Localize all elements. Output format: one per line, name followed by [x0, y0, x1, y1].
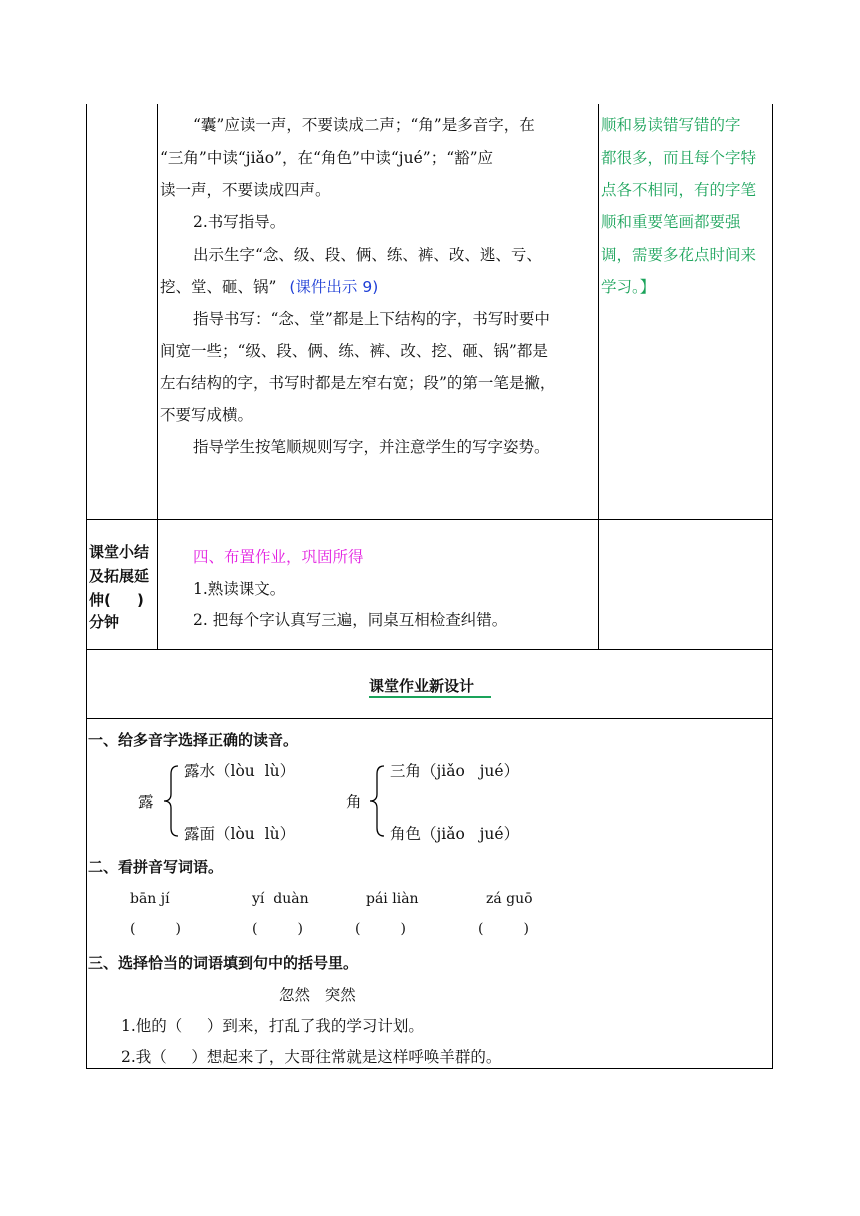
note-line-5: 调，需要多花点时间来 [601, 246, 757, 264]
lesson-line-10: 不要写成横。 [160, 406, 254, 424]
lesson-line-6 [160, 277, 378, 297]
q1-lu-char: 露 [138, 793, 154, 811]
summary-label-3: 伸( ) [89, 591, 144, 609]
lesson-line-8: 间宽一些；“级、段、俩、练、裤、改、挖、砸、锅”都是 [160, 342, 548, 360]
q2-blank-4[interactable]: ( ) [478, 921, 529, 937]
q1-jiao-top: 三角（jiǎo jué） [390, 762, 520, 780]
table-border-bottom [86, 1068, 773, 1069]
note-line-2: 都很多，而且每个字特 [601, 149, 757, 167]
note-line-3: 点各不相同，有的字笔 [601, 181, 757, 199]
summary-item-1: 1.熟读课文。 [193, 580, 286, 598]
lesson-line-3: 读一声，不要读成四声。 [160, 181, 331, 199]
lesson-line-6-text: 挖、堂、砸、锅” [160, 278, 277, 296]
row-divider-3 [86, 718, 773, 719]
q3-options: 忽然 突然 [279, 986, 356, 1004]
q1-title: 一、给多音字选择正确的读音。 [88, 731, 299, 749]
q1-jiao-bottom: 角色（jiǎo jué） [390, 825, 520, 843]
q1-lu-brace [160, 764, 182, 838]
q3-title: 三、选择恰当的词语填到句中的括号里。 [88, 954, 359, 972]
q1-lu-top: 露水（lòu lù） [184, 762, 296, 780]
lesson-line-9: 左右结构的字，书写时都是左窄右宽；段”的第一笔是撇， [160, 374, 556, 392]
q2-pinyin-4: zá guō [486, 891, 533, 907]
lesson-line-2: “三角”中读“jiǎo”，在“角色”中读“jué”；“豁”应 [160, 149, 494, 167]
q1-jiao-brace [366, 764, 388, 838]
q2-title: 二、看拼音写词语。 [88, 858, 224, 876]
note-line-6: 学习。】 [601, 278, 656, 296]
lesson-line-7: 指导书写：“念、堂”都是上下结构的字，书写时要中 [193, 310, 550, 328]
summary-label-4: 分钟 [89, 613, 120, 631]
note-line-1: 顺和易读错写错的字 [601, 116, 741, 134]
q3-sentence-1: 1.他的（ ）到来，打乱了我的学习计划。 [121, 1017, 424, 1035]
q2-pinyin-3: pái liàn [366, 891, 419, 907]
q2-blank-2[interactable]: ( ) [252, 921, 303, 937]
q2-pinyin-1: bān jí [130, 891, 170, 907]
q2-blank-3[interactable]: ( ) [355, 921, 406, 937]
lesson-line-11: 指导学生按笔顺规则写字，并注意学生的写字姿势。 [193, 438, 550, 456]
table-border-left [86, 104, 87, 1069]
row-divider-2 [86, 649, 773, 650]
q3-sentence-2: 2.我（ ）想起来了，大哥往常就是这样呼唤羊群的。 [121, 1048, 502, 1066]
homework-title: 课堂作业新设计 [369, 677, 475, 695]
q1-lu-bottom: 露面（lòu lù） [184, 825, 296, 843]
q2-pinyin-2: yí duàn [252, 891, 309, 907]
lesson-line-5: 出示生字“念、级、段、俩、练、裤、改、逃、亏、 [193, 246, 542, 264]
summary-label-2: 及拓展延 [89, 567, 150, 585]
courseware-note: (课件出示 9) [289, 278, 379, 296]
column-divider-1 [157, 104, 158, 650]
summary-heading: 四、布置作业，巩固所得 [193, 548, 364, 566]
column-divider-2 [598, 104, 599, 650]
note-line-4: 顺和重要笔画都要强 [601, 213, 741, 231]
table-border-right [772, 104, 773, 1069]
q2-blank-1[interactable]: ( ) [130, 921, 181, 937]
summary-item-2: 2. 把每个字认真写三遍，同桌互相检查纠错。 [193, 611, 508, 629]
lesson-line-1: “囊”应读一声，不要读成二声；“角”是多音字，在 [193, 116, 535, 134]
summary-label-1: 课堂小结 [89, 543, 150, 561]
homework-title-underline [369, 696, 491, 698]
row-divider-1 [86, 519, 773, 520]
lesson-line-4: 2.书写指导。 [193, 213, 286, 231]
q1-jiao-char: 角 [346, 793, 362, 811]
